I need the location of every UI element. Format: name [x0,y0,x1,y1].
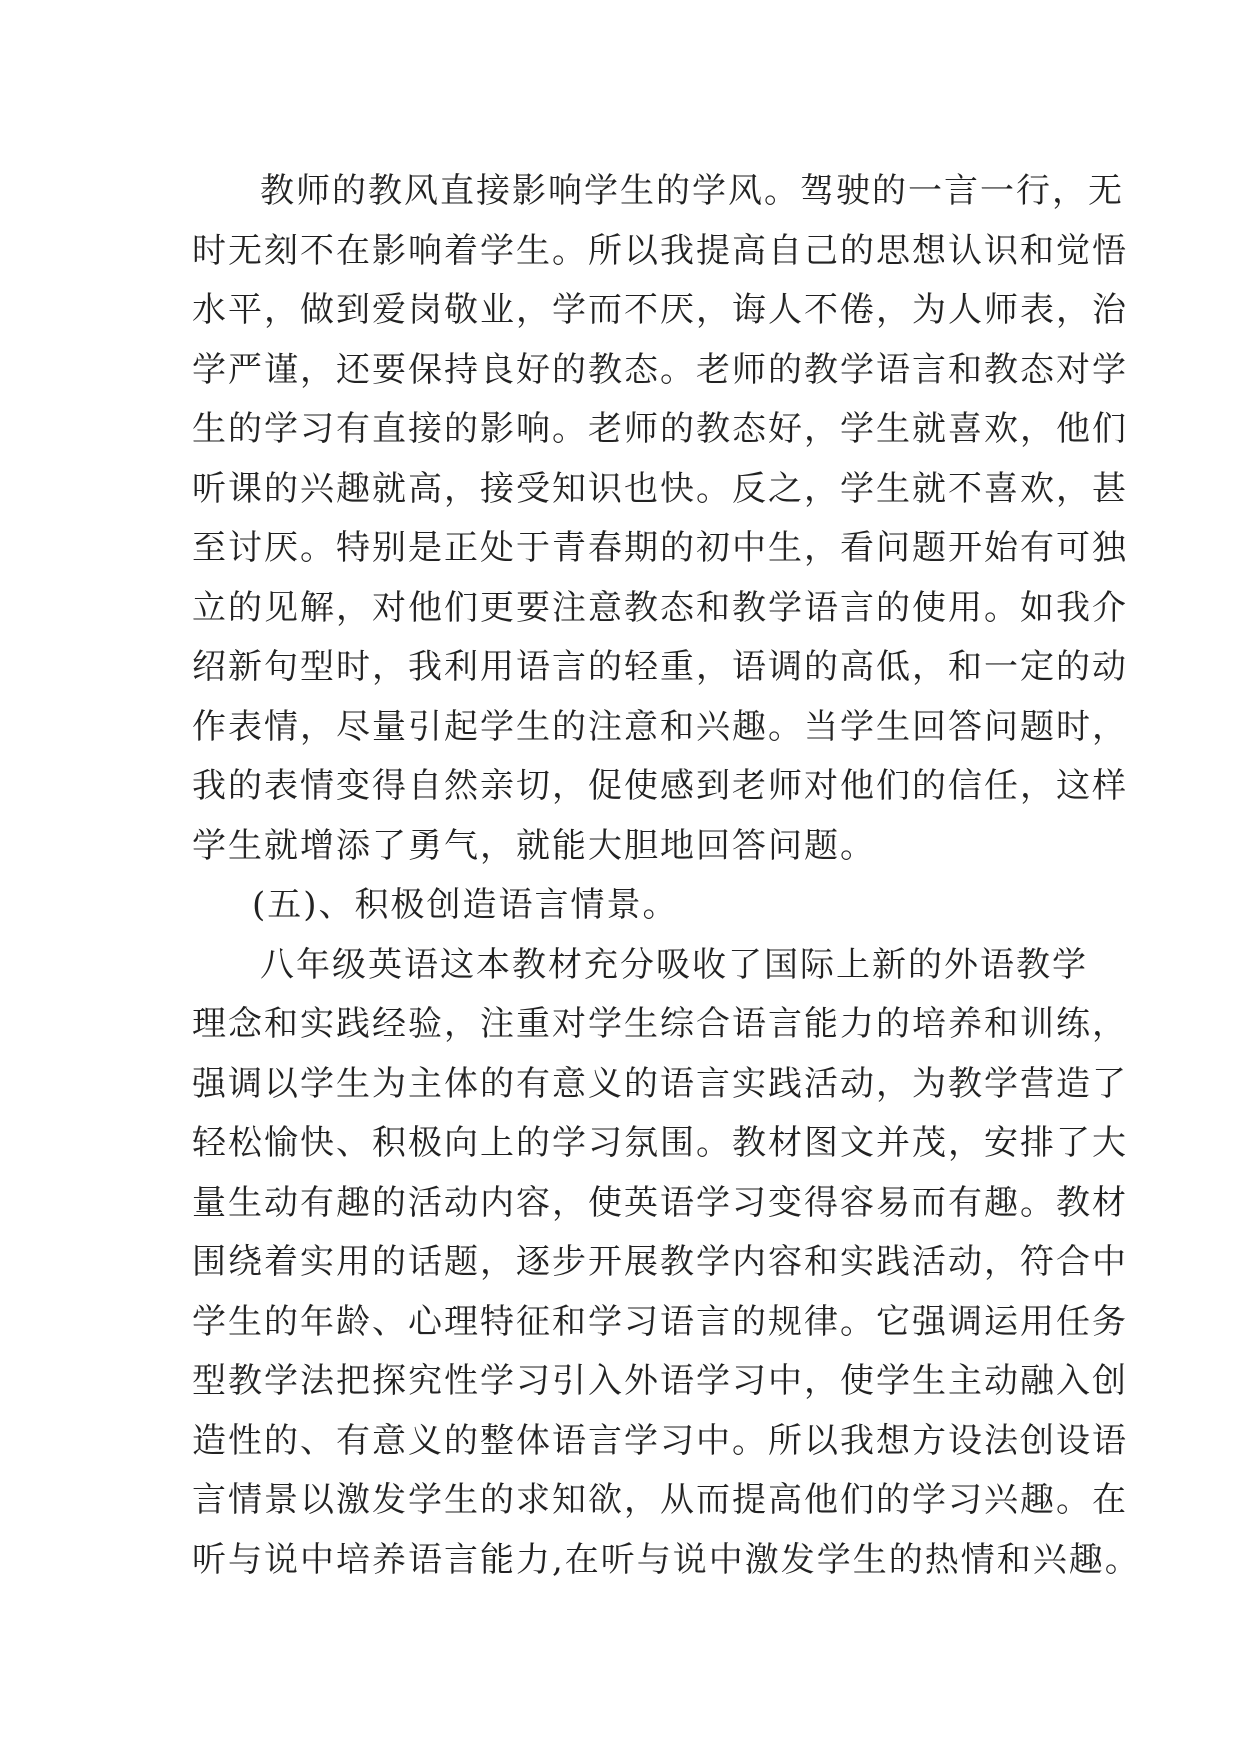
section-heading-text: (五)、积极创造语言情景。 [252,885,679,925]
paragraph-line: 量生动有趣的活动内容，使英语学习变得容易而有趣。教材 [192,1182,1128,1223]
paragraph-language-situations [192,936,1141,1591]
paragraph-line: 生的学习有直接的影响。老师的教态好，学生就喜欢，他们 [192,409,1128,449]
paragraph-line: 立的见解，对他们更要注意教态和教学语言的使用。如我介 [192,587,1128,628]
section-heading [192,876,1052,936]
paragraph-teaching-demeanor [192,162,1128,876]
paragraph-line: 理念和实践经验，注重对学生综合语言能力的培养和训练， [192,1004,1128,1044]
paragraph-line: 轻松愉快、积极向上的学习氛围。教材图文并茂，安排了大 [192,1123,1128,1163]
paragraph-line: 至讨厌。特别是正处于青春期的初中生，看问题开始有可独 [192,528,1128,568]
paragraph-line: 强调以学生为主体的有意义的语言实践活动，为教学营造了 [192,1063,1128,1104]
paragraph-line: 造性的、有意义的整体语言学习中。所以我想方设法创设语 [192,1420,1128,1461]
paragraph-line: 我的表情变得自然亲切，促使感到老师对他们的信任，这样 [192,766,1128,806]
paragraph-line: 围绕着实用的话题，逐步开展教学内容和实践活动，符合中 [192,1242,1128,1282]
paragraph-line: 作表情，尽量引起学生的注意和兴趣。当学生回答问题时， [192,706,1128,747]
paragraph-line: 学生就增添了勇气，就能大胆地回答问题。 [192,825,876,866]
paragraph-line: 绍新句型时，我利用语言的轻重，语调的高低，和一定的动 [192,647,1128,687]
paragraph-line: 时无刻不在影响着学生。所以我提高自己的思想认识和觉悟 [192,230,1128,271]
paragraph-line: 水平，做到爱岗敬业，学而不厌，诲人不倦，为人师表，治 [192,290,1128,330]
paragraph-line: 言情景以激发学生的求知欲，从而提高他们的学习兴趣。在 [192,1480,1128,1520]
paragraph-line: 学生的年龄、心理特征和学习语言的规律。它强调运用任务 [192,1301,1128,1342]
paragraph-line: 听课的兴趣就高，接受知识也快。反之，学生就不喜欢，甚 [192,468,1128,509]
paragraph-line: 学严谨，还要保持良好的教态。老师的教学语言和教态对学 [192,349,1128,390]
paragraph-line: 型教学法把探究性学习引入外语学习中，使学生主动融入创 [192,1361,1128,1401]
paragraph-line: 教师的教风直接影响学生的学风。驾驶的一言一行，无 [260,171,1124,211]
document-body [192,162,1141,1590]
paragraph-line: 八年级英语这本教材充分吸收了国际上新的外语教学 [260,944,1088,985]
paragraph-line: 听与说中培养语言能力,在听与说中激发学生的热情和兴趣。 [192,1539,1141,1580]
